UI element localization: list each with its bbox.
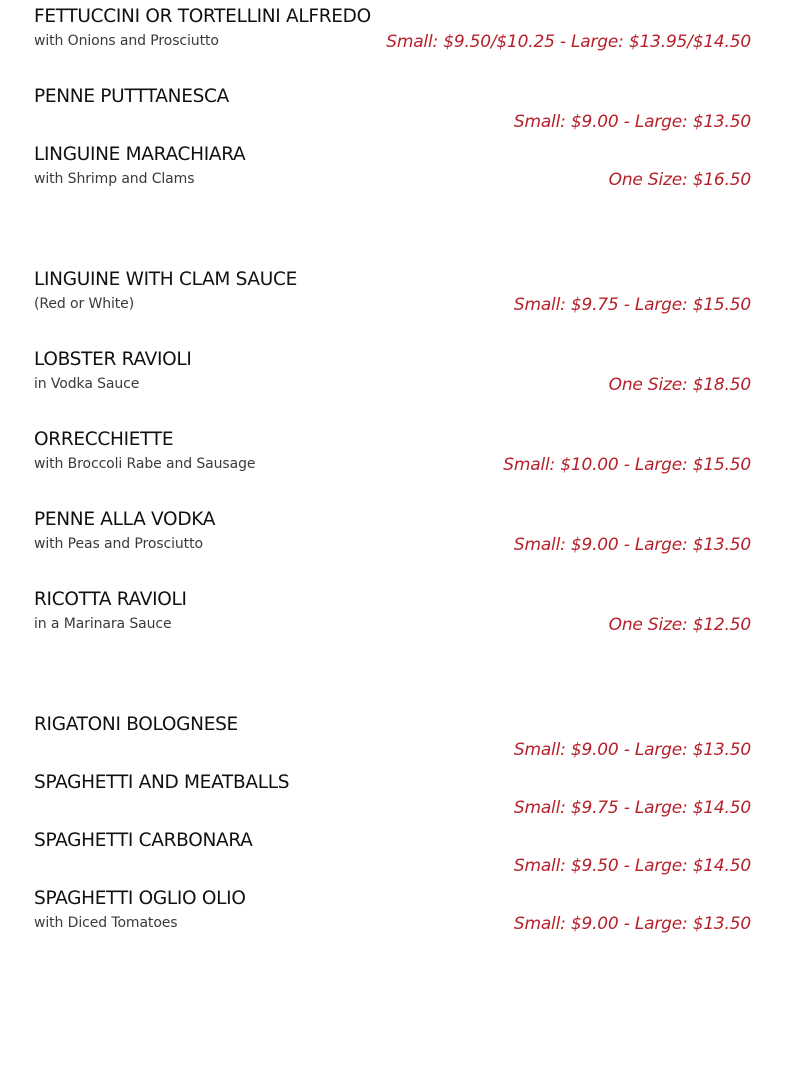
item-name: RICOTTA RAVIOLI	[34, 589, 187, 610]
item-price: Small: $9.00 - Large: $13.50	[513, 914, 751, 934]
item-name: LINGUINE MARACHIARA	[34, 144, 246, 165]
item-price: Small: $9.00 - Large: $13.50	[513, 112, 751, 132]
item-name: ORRECCHIETTE	[34, 429, 174, 450]
menu-item	[34, 714, 751, 762]
item-price: One Size: $12.50	[608, 615, 751, 635]
item-description: with Broccoli Rabe and Sausage	[34, 456, 256, 472]
menu-item	[34, 6, 751, 54]
item-price: Small: $9.75 - Large: $15.50	[513, 295, 751, 315]
menu-item	[34, 772, 751, 820]
menu-item	[34, 830, 751, 878]
item-name: RIGATONI BOLOGNESE	[34, 714, 238, 735]
menu-item	[34, 429, 751, 477]
menu-item	[34, 509, 751, 557]
item-description: with Peas and Prosciutto	[34, 536, 203, 552]
menu-item	[34, 86, 751, 134]
item-price: Small: $9.00 - Large: $13.50	[513, 740, 751, 760]
item-price: One Size: $16.50	[608, 170, 751, 190]
item-price: Small: $9.50 - Large: $14.50	[513, 856, 751, 876]
item-description: in a Marinara Sauce	[34, 616, 172, 632]
menu-item	[34, 349, 751, 397]
item-name: SPAGHETTI AND MEATBALLS	[34, 772, 290, 793]
item-price: Small: $9.50/$10.25 - Large: $13.95/$14.50	[386, 32, 751, 52]
item-name: LOBSTER RAVIOLI	[34, 349, 192, 370]
menu-item	[34, 269, 751, 317]
item-price: Small: $9.00 - Large: $13.50	[513, 535, 751, 555]
item-name: LINGUINE WITH CLAM SAUCE	[34, 269, 298, 290]
item-price: One Size: $18.50	[608, 375, 751, 395]
item-description: (Red or White)	[34, 296, 135, 312]
item-price: Small: $10.00 - Large: $15.50	[503, 455, 751, 475]
item-name: PENNE PUTTTANESCA	[34, 86, 230, 107]
item-name: SPAGHETTI OGLIO OLIO	[34, 888, 246, 909]
item-name: PENNE ALLA VODKA	[34, 509, 216, 530]
item-price: Small: $9.75 - Large: $14.50	[513, 798, 751, 818]
item-name: SPAGHETTI CARBONARA	[34, 830, 253, 851]
item-description: with Diced Tomatoes	[34, 915, 178, 931]
menu-item	[34, 589, 751, 637]
item-description: with Onions and Prosciutto	[34, 33, 219, 49]
item-description: in Vodka Sauce	[34, 376, 140, 392]
menu-item	[34, 144, 751, 192]
menu-item	[34, 888, 751, 936]
item-description: with Shrimp and Clams	[34, 171, 195, 187]
item-name: FETTUCCINI OR TORTELLINI ALFREDO	[34, 6, 371, 27]
